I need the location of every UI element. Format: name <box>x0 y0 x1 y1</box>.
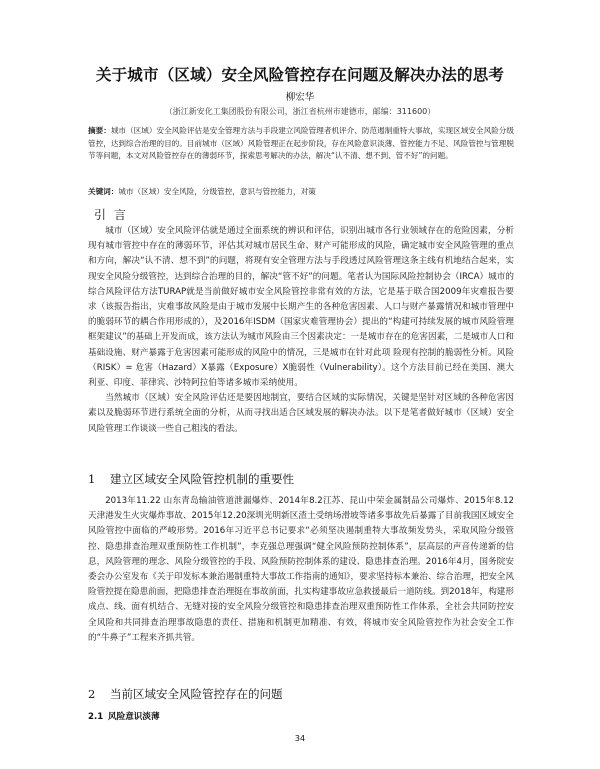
section-2-heading <box>88 686 283 702</box>
keywords <box>88 186 514 199</box>
keywords-text: 城市（区域）安全风险，分级管控，意识与管控能力，对策 <box>118 187 316 196</box>
intro-paragraph: 城市（区域）安全风险评估就是通过全面系统的辨识和评估，识别出城市各行业领域存在的危险因素，分析现有城市管控中存在的薄弱环节，评估其对城市居民生命、财产可能形成的风险，确定城市安全风险管理的重点和方向，解决“认不清、想不到”的问题，将现有安全管理方法与手段透过风险管理这条主线有机地结合起来，实现安全风险分级管控，达到综合治理的目的，解决“管不好”的问题。笔者认为国际风险控制协会（IRCA）城市的综合风险评估方法TURAP就是当前做好城市安全风险管控非常有效的方法，它是基于联合国2009年灾难报告要求（该报告指出，灾难事故风险是由于城市发展中长期产生的各种危害因素、人口与财产暴露情况和城市管理中的脆弱环节的耦合作用形成的），及2016年ISDM（国家灾难管理协会）提出的“构建可持续发展的城市风险管理框架建议”的基础上开发而成，该方法认为城市风险由三个因素决定：一是城市存在的危害因素，二是城市人口和基础设施、财产暴露于危害因素可能形成的风险中的情况，三是城市在针对此项 险现有控制的脆弱性分析。风险（RISK）= 危害（Hazard）X暴露（Exposure）X脆弱性（Vulnerability）。这个方法目前已经在美国、澳大利亚、印度、菲律宾、沙特阿拉伯等诸多城市采纳使用。 <box>88 226 514 389</box>
page-number: 34 <box>294 734 306 743</box>
abstract-label: 摘要： <box>88 126 111 135</box>
section-1-paragraph: 2013年11.22 山东青岛输油管道泄漏爆炸、2014年8.2江苏、昆山中荣金属制品公司爆炸、2015年8.12天津港发生火灾爆炸事故、2015年12.20深圳光明新区渣土受纳场滑坡等诸多事故先后暴露了目前我国区域安全风险管控中面临的严峻形势。2016年习近平总书记要求“必须坚决遏制重特大事故频发势头，采取风险分级管控、隐患排查治理双重预防性工作机制”，李克强总理强调“健全风险预防控制体系”，层高层的声音传递新的信息，风险管理的理念、风险分级管控的手段、风险预防控制体系的建设、隐患排查治理。2016年4月，国务院安委会办公室发布《关于印发标本兼治遏制重特大事故工作指南的通知》，要求坚持标本兼治、综合治理，把安全风险管控提在隐患前面，把隐患排查治理挺在事故前面，扎实构建事故应急救援最后一道防线。到2018年，构建形成点、线、面有机结合、无缝对接的安全风险分级管控和隐患排查治理双重预防性工作体系，全社会共同防控安全风险和共同排查治理事故隐患的责任、措施和机制更加精准、有效，将城市安全风险管控作为社会安全工作的“牛鼻子”工程来齐抓共管。 <box>88 496 514 643</box>
intro-heading: 引言 <box>94 208 135 222</box>
keywords-label: 关键词： <box>88 187 119 196</box>
abstract-text: 城市（区域）安全风险评估是安全管理方法与手段建立风险管理者机评介、防范遏制重特大事故，实现区域安全风险分级管控，达到综合治理的目的。目前城市（区域）风险管理正在起步阶段，存在风险意识淡薄、管控能力不足、风险管控与管理脱节等问题，本文对风险管控存在的薄弱环节，探索思考解决的办法，解决“认不清、想不到、管不好”的问题。 <box>88 126 514 160</box>
subsection-2-1-title: 风险意识淡薄 <box>108 712 160 722</box>
abstract <box>88 125 514 163</box>
author-name: 柳宏华 <box>285 92 315 103</box>
section-1-number: 1 <box>88 472 96 486</box>
section-1-body <box>88 494 514 646</box>
section-2-title: 当前区域安全风险管控存在的问题 <box>110 687 283 701</box>
intro-paragraph: 当然城市（区域）安全风险评估还是要因地制宜，要结合区域的实际情况，关键是坚针对区域的各种危害因素以及脆弱环节进行系统全面的分析，从而寻找出适合区域发展的解决办法。以下是笔者做好城市（区域）安全风险管理工作谈谈一些自己粗浅的看法。 <box>88 393 514 434</box>
subsection-2-1-heading <box>88 710 160 722</box>
section-2-number: 2 <box>88 687 96 701</box>
section-1-heading <box>88 471 294 487</box>
section-1-title: 建立区域安全风险管控机制的重要性 <box>110 472 294 486</box>
paper-title: 关于城市（区域）安全风险管控存在问题及解决办法的思考 <box>95 66 505 84</box>
intro-body <box>88 224 514 437</box>
author-affiliation: （浙江新安化工集团股份有限公司，浙江省杭州市建德市，邮编：311600） <box>164 107 436 116</box>
subsection-2-1-number: 2.1 <box>88 712 104 722</box>
